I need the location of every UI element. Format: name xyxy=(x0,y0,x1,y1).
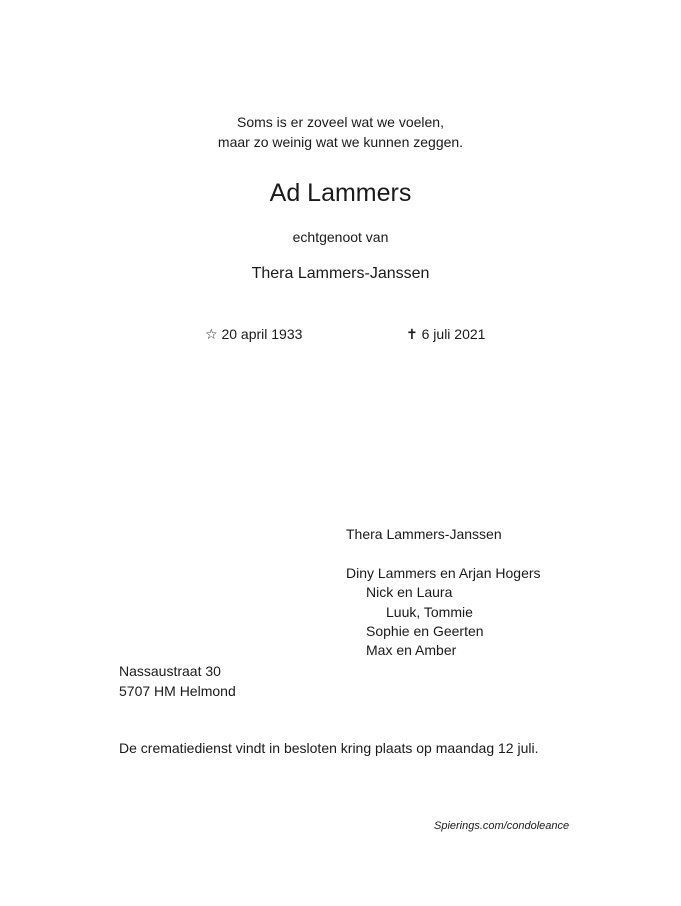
cross-icon: ✝ xyxy=(406,326,418,342)
family-member: Luuk, Tommie xyxy=(386,604,473,620)
deceased-name: Ad Lammers xyxy=(269,179,412,207)
address-block xyxy=(119,661,236,701)
star-icon: ☆ xyxy=(205,326,218,342)
address-street: Nassaustraat 30 xyxy=(119,663,221,679)
birth-date-line xyxy=(205,326,302,343)
death-date-line xyxy=(406,326,485,343)
poem-line-2: maar zo weinig wat we kunnen zeggen. xyxy=(217,134,464,150)
service-notice: De crematiedienst vindt in besloten kring plaats op maandag 12 juli. xyxy=(119,740,539,756)
poem-line-1: Soms is er zoveel wat we voelen, xyxy=(237,114,444,130)
family-member: Diny Lammers en Arjan Hogers xyxy=(346,565,541,581)
spouse-name: Thera Lammers-Janssen xyxy=(251,265,430,282)
death-date: 6 juli 2021 xyxy=(421,326,486,342)
condolence-website: Spierings.com/condoleance xyxy=(434,820,570,832)
family-member: Nick en Laura xyxy=(366,584,453,600)
address-city: 5707 HM Helmond xyxy=(119,683,236,699)
family-member: Max en Amber xyxy=(366,642,457,658)
birth-date: 20 april 1933 xyxy=(221,326,303,342)
family-member: Sophie en Geerten xyxy=(366,623,484,639)
relation-label: echtgenoot van xyxy=(292,229,389,245)
family-member: Thera Lammers-Janssen xyxy=(346,526,502,542)
